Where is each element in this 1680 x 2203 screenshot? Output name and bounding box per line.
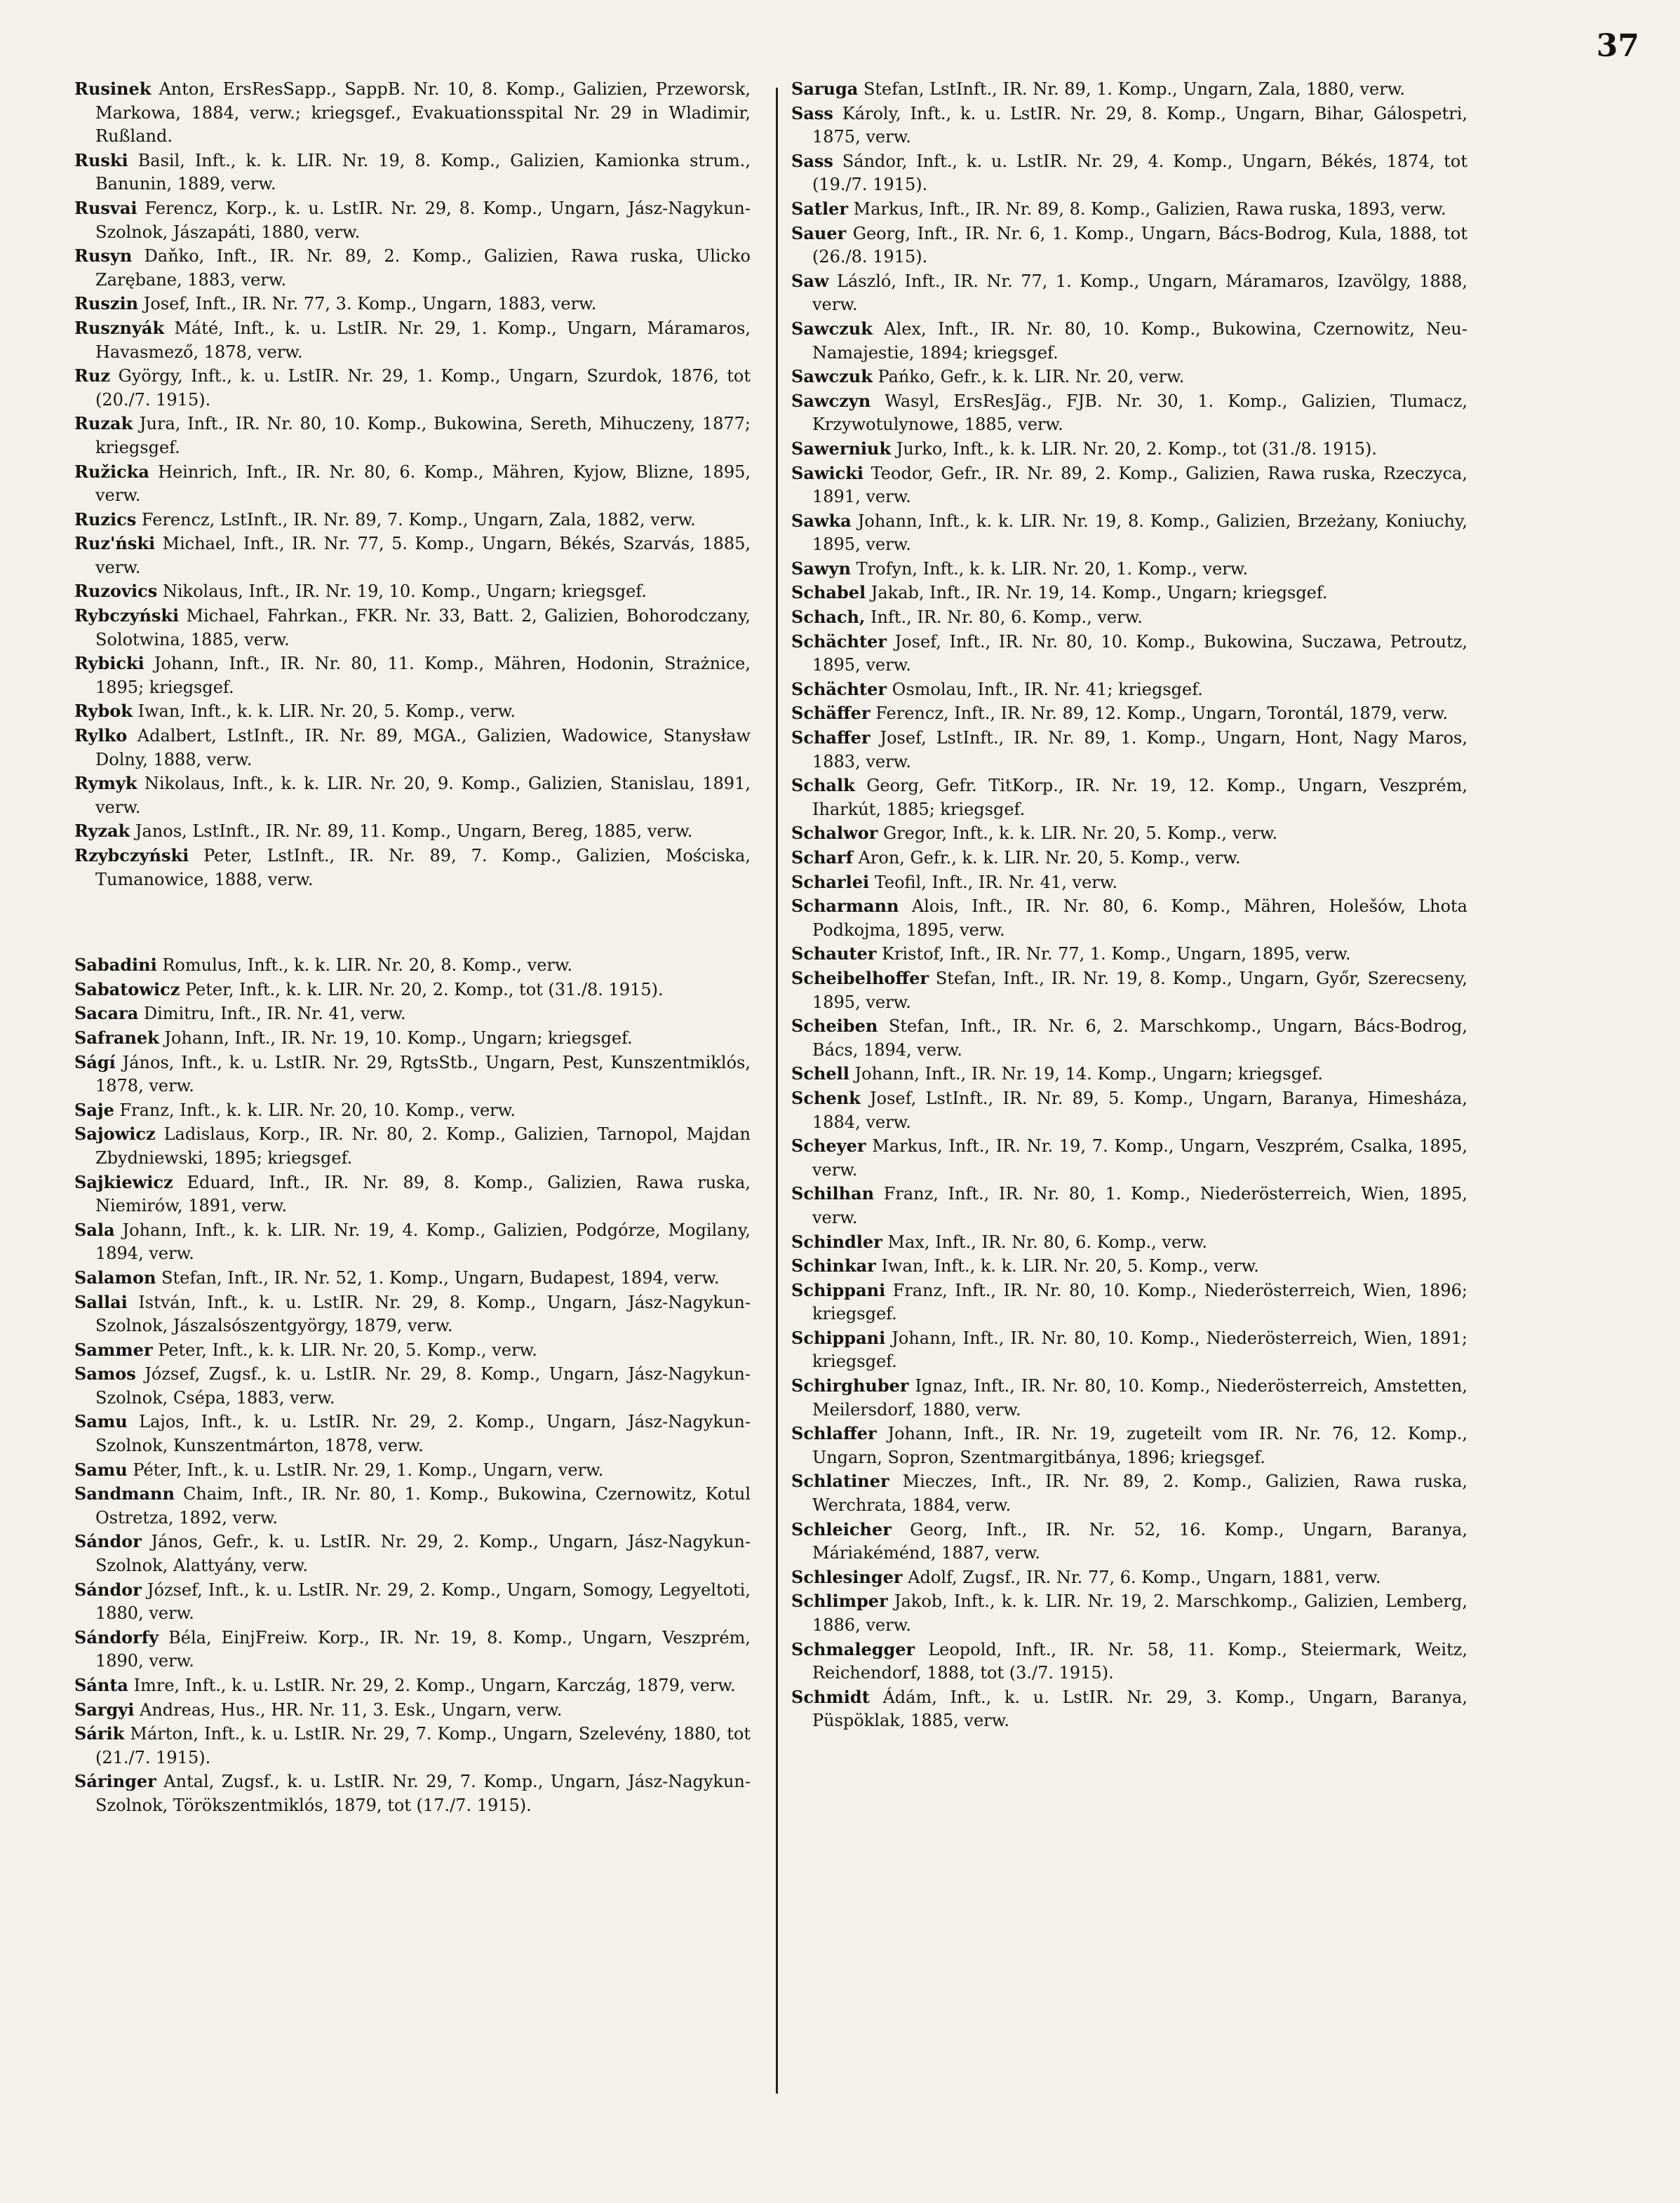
entry-details: Aron, Gefr., k. k. LIR. Nr. 20, 5. Komp., verw.	[858, 848, 1241, 868]
register-entry	[791, 1279, 1467, 1326]
register-entry	[74, 1770, 751, 1817]
entry-surname: Ruz	[74, 365, 111, 386]
entry-details: Ferencz, Inft., IR. Nr. 89, 12. Komp., Ungarn, Torontál, 1879, verw.	[875, 703, 1449, 724]
entry-details: Alex, Inft., IR. Nr. 80, 10. Komp., Bukowina, Czernowitz, Neu-Namajestie, 1894; kriegsgef.	[812, 318, 1467, 363]
register-entry	[791, 557, 1467, 581]
register-entry	[791, 1134, 1467, 1182]
register-entry	[74, 1002, 751, 1026]
entry-surname: Rybok	[74, 701, 133, 722]
register-entry	[74, 149, 751, 196]
entry-details: Johann, Inft., k. k. LIR. Nr. 19, 4. Komp., Galizien, Podgórze, Mogilany, 1894, verw.	[95, 1220, 751, 1264]
register-entry	[791, 1230, 1467, 1255]
register-entry	[791, 317, 1467, 365]
register-entry	[74, 1626, 751, 1673]
entry-surname: Rusznyák	[74, 317, 165, 338]
entry-surname: Schenk	[791, 1087, 861, 1108]
entry-surname: Ruz'ński	[74, 533, 156, 554]
entry-details: Kristof, Inft., IR. Nr. 77, 1. Komp., Ungarn, 1895, verw.	[882, 944, 1351, 964]
register-entry	[791, 462, 1467, 509]
entry-surname: Sáringer	[74, 1771, 156, 1792]
register-entry	[74, 1578, 751, 1626]
register-entry	[74, 1673, 751, 1698]
entry-surname: Schmidt	[791, 1686, 870, 1707]
entry-details: Adalbert, LstInft., IR. Nr. 89, MGA., Galizien, Wadowice, Stanysław Dolny, 1888, verw.	[95, 726, 751, 769]
register-entry	[791, 1374, 1467, 1422]
entry-surname: Sammer	[74, 1339, 153, 1360]
entry-surname: Scharf	[791, 847, 853, 868]
entry-details: Josef, Inft., IR. Nr. 80, 10. Komp., Bukowina, Suczawa, Petroutz, 1895, verw.	[812, 631, 1467, 675]
register-entry	[74, 1530, 751, 1577]
register-entry	[791, 942, 1467, 966]
entry-details: Nikolaus, Inft., IR. Nr. 19, 10. Komp., Ungarn; kriegsgef.	[162, 581, 647, 602]
entry-details: Lajos, Inft., k. u. LstIR. Nr. 29, 2. Komp., Ungarn, Jász-Nagykun-Szolnok, Kunszentmárton, 1878, verw.	[95, 1412, 751, 1456]
register-entry	[791, 605, 1467, 630]
register-entry	[74, 652, 751, 699]
register-entry	[74, 292, 751, 316]
register-entry	[74, 1338, 751, 1363]
entry-details: Sándor, Inft., k. u. LstIR. Nr. 29, 4. Komp., Ungarn, Békés, 1874, tot (19./7. 1915).	[812, 151, 1468, 195]
entry-surname: Rybczyński	[74, 605, 180, 626]
entry-details: Basil, Inft., k. k. LIR. Nr. 19, 8. Komp., Galizien, Kamionka strum., Banunin, 1889, verw.	[95, 150, 751, 194]
register-entry	[74, 1482, 751, 1530]
register-entry	[791, 1638, 1467, 1685]
entry-details: Ferencz, LstInft., IR. Nr. 89, 7. Komp., Ungarn, Zala, 1882, verw.	[141, 509, 696, 530]
entry-details: Nikolaus, Inft., k. k. LIR. Nr. 20, 9. Komp., Galizien, Stanislau, 1891, verw.	[95, 774, 751, 817]
register-entry	[74, 1218, 751, 1266]
entry-details: Béla, EinjFreiw. Korp., IR. Nr. 19, 8. Komp., Ungarn, Veszprém, 1890, verw.	[95, 1627, 751, 1671]
entry-surname: Schmalegger	[791, 1638, 915, 1659]
entry-surname: Schirghuber	[791, 1375, 909, 1396]
register-entry	[791, 365, 1467, 389]
register-entry	[74, 364, 751, 412]
entry-details: Iwan, Inft., k. k. LIR. Nr. 20, 5. Komp., verw.	[881, 1256, 1259, 1276]
entry-details: Máté, Inft., k. u. LstIR. Nr. 29, 1. Komp., Ungarn, Máramaros, Havasmező, 1878, verw.	[95, 318, 751, 362]
entry-surname: Sawczuk	[791, 366, 873, 387]
right-column	[791, 77, 1467, 1733]
entry-details: Ladislaus, Korp., IR. Nr. 80, 2. Komp., Galizien, Tarnopol, Majdan Zbydniewski, 1895; kriegsgef.	[95, 1124, 751, 1168]
entry-details: Peter, Inft., k. k. LIR. Nr. 20, 5. Komp., verw.	[158, 1340, 537, 1360]
entry-details: Ignaz, Inft., IR. Nr. 80, 10. Komp., Niederösterreich, Amstetten, Meilersdorf, 1880, verw.	[812, 1376, 1467, 1420]
entry-surname: Saruga	[791, 79, 859, 99]
entry-details: Heinrich, Inft., IR. Nr. 80, 6. Komp., Mähren, Kyjow, Blizne, 1895, verw.	[95, 462, 751, 506]
register-entry	[791, 581, 1467, 605]
entry-details: Stefan, LstInft., IR. Nr. 89, 1. Komp., Ungarn, Zala, 1880, verw.	[863, 79, 1406, 99]
entry-surname: Saw	[791, 270, 829, 291]
entry-surname: Sargyi	[74, 1699, 135, 1720]
entry-surname: Rzybczyński	[74, 845, 189, 865]
register-entry	[791, 1589, 1467, 1637]
entry-surname: Schabel	[791, 582, 866, 603]
entry-details: Johann, Inft., IR. Nr. 80, 10. Komp., Niederösterreich, Wien, 1891; kriegsgef.	[812, 1328, 1467, 1372]
entry-surname: Schaffer	[791, 727, 871, 748]
entry-details: Jura, Inft., IR. Nr. 80, 10. Komp., Bukowina, Sereth, Mihuczeny, 1877; kriegsgef.	[95, 414, 751, 457]
entry-details: Johann, Inft., IR. Nr. 19, zugeteilt vom IR. Nr. 76, 12. Komp., Ungarn, Sopron, Szentmargitbánya, 1896; kriegsgef.	[812, 1424, 1468, 1467]
entry-surname: Schalwor	[791, 823, 878, 844]
entry-surname: Sacara	[74, 1003, 139, 1024]
entry-surname: Schlimper	[791, 1591, 888, 1612]
entry-surname: Rusyn	[74, 245, 133, 267]
entry-list-s-names	[74, 953, 751, 1817]
register-entry	[791, 269, 1467, 317]
entry-details: József, Zugsf., k. u. LstIR. Nr. 29, 8. Komp., Ungarn, Jász-Nagykun-Szolnok, Csépa, 1883, verw.	[95, 1364, 751, 1408]
register-entry	[74, 1458, 751, 1483]
entry-surname: Schindler	[791, 1231, 882, 1252]
entry-surname: Sauer	[791, 222, 847, 243]
register-entry	[791, 966, 1467, 1014]
entry-surname: Sass	[791, 102, 833, 123]
register-entry	[791, 774, 1467, 821]
entry-surname: Schippani	[791, 1279, 886, 1300]
entry-details: Dimitru, Inft., IR. Nr. 41, verw.	[143, 1004, 406, 1024]
entry-surname: Sawicki	[791, 462, 864, 483]
register-entry	[74, 579, 751, 604]
register-entry	[74, 1051, 751, 1098]
register-entry	[74, 508, 751, 532]
entry-surname: Schleicher	[791, 1518, 892, 1540]
entry-surname: Samu	[74, 1459, 128, 1480]
register-entry	[74, 844, 751, 891]
register-entry	[791, 509, 1467, 557]
entry-surname: Sandmann	[74, 1483, 175, 1504]
register-entry	[74, 604, 751, 652]
entry-surname: Satler	[791, 198, 848, 219]
entry-details: Adolf, Zugsf., IR. Nr. 77, 6. Komp., Ungarn, 1881, verw.	[908, 1567, 1381, 1587]
entry-details: Johann, Inft., k. k. LIR. Nr. 19, 8. Komp., Galizien, Brzeżany, Koniuchy, 1895, verw.	[812, 511, 1468, 555]
entry-surname: Samu	[74, 1411, 128, 1432]
entry-details: Chaim, Inft., IR. Nr. 80, 1. Komp., Bukowina, Czernowitz, Kotul Ostretza, 1892, verw.	[95, 1484, 751, 1528]
register-entry	[74, 953, 751, 978]
entry-details: Josef, LstInft., IR. Nr. 89, 1. Komp., Ungarn, Hont, Nagy Maros, 1883, verw.	[812, 728, 1467, 772]
entry-surname: Scharmann	[791, 896, 899, 917]
register-entry	[791, 1014, 1467, 1062]
entry-details: Márton, Inft., k. u. LstIR. Nr. 29, 7. Komp., Ungarn, Szelevény, 1880, tot (21./7. 1915).	[95, 1724, 751, 1767]
entry-surname: Ruzovics	[74, 581, 158, 602]
entry-details: Andreas, Hus., HR. Nr. 11, 3. Esk., Ungarn, verw.	[140, 1699, 563, 1720]
entry-details: Janos, LstInft., IR. Nr. 89, 11. Komp., Ungarn, Bereg, 1885, verw.	[135, 821, 693, 842]
entry-details: János, Gefr., k. u. LstIR. Nr. 29, 2. Komp., Ungarn, Jász-Nagykun-Szolnok, Alattyány, verw.	[95, 1532, 751, 1576]
entry-details: Osmolau, Inft., IR. Nr. 41; kriegsgef.	[892, 679, 1203, 699]
entry-surname: Sala	[74, 1219, 115, 1240]
entry-surname: Safranek	[74, 1027, 159, 1048]
entry-surname: Sárik	[74, 1723, 125, 1744]
entry-details: Franz, Inft., k. k. LIR. Nr. 20, 10. Komp., verw.	[119, 1100, 516, 1120]
entry-details: István, Inft., k. u. LstIR. Nr. 29, 8. Komp., Ungarn, Jász-Nagykun-Szolnok, Jászalsószentgyörgy, 1879, verw.	[95, 1292, 751, 1336]
entry-surname: Schächter	[791, 678, 887, 699]
entry-surname: Schilhan	[791, 1183, 875, 1204]
entry-details: József, Inft., k. u. LstIR. Nr. 29, 2. Komp., Ungarn, Somogy, Legyeltoti, 1880, verw.	[95, 1579, 751, 1624]
entry-details: Eduard, Inft., IR. Nr. 89, 8. Komp., Galizien, Rawa ruska, Niemirów, 1891, verw.	[95, 1172, 751, 1216]
entry-details: Romulus, Inft., k. k. LIR. Nr. 20, 8. Komp., verw.	[162, 955, 573, 976]
entry-details: Franz, Inft., IR. Nr. 80, 10. Komp., Niederösterreich, Wien, 1896; kriegsgef.	[812, 1280, 1467, 1324]
entry-surname: Schächter	[791, 631, 887, 652]
entry-surname: Ruszin	[74, 293, 139, 314]
register-entry	[74, 819, 751, 844]
register-entry	[74, 1026, 751, 1051]
entry-surname: Ryzak	[74, 821, 130, 842]
register-entry	[791, 197, 1467, 222]
register-entry	[74, 1698, 751, 1723]
entry-details: Stefan, Inft., IR. Nr. 6, 2. Marschkomp., Ungarn, Bács-Bodrog, Bács, 1894, verw.	[812, 1016, 1467, 1060]
entry-details: György, Inft., k. u. LstIR. Nr. 29, 1. Komp., Ungarn, Szurdok, 1876, tot (20./7. 1915).	[95, 366, 751, 410]
entry-surname: Schach,	[791, 607, 866, 628]
register-entry	[791, 870, 1467, 895]
register-entry	[791, 630, 1467, 678]
entry-details: Mieczes, Inft., IR. Nr. 89, 2. Komp., Galizien, Rawa ruska, Werchrata, 1884, verw.	[812, 1471, 1468, 1516]
entry-details: Ferencz, Korp., k. u. LstIR. Nr. 29, 8. Komp., Ungarn, Jász-Nagykun-Szolnok, Jászapáti, 1880, verw.	[95, 198, 751, 242]
register-entry	[74, 316, 751, 364]
register-entry	[791, 1518, 1467, 1565]
entry-details: Peter, Inft., k. k. LIR. Nr. 20, 2. Komp., tot (31./8. 1915).	[184, 979, 664, 999]
register-entry	[74, 772, 751, 819]
entry-surname: Sawczuk	[791, 318, 873, 339]
entry-details: Michael, Inft., IR. Nr. 77, 5. Komp., Ungarn, Békés, Szarvás, 1885, verw.	[95, 534, 751, 577]
register-entry	[791, 1086, 1467, 1134]
register-entry	[791, 77, 1467, 102]
register-entry	[74, 244, 751, 292]
entry-surname: Rybicki	[74, 653, 145, 674]
register-entry	[74, 699, 751, 724]
entry-surname: Sándor	[74, 1531, 142, 1552]
entry-details: Stefan, Inft., IR. Nr. 19, 8. Komp., Ungarn, Győr, Szerecseny, 1895, verw.	[812, 968, 1467, 1012]
register-entry	[74, 978, 751, 1002]
register-entry	[791, 701, 1467, 726]
entry-details: Leopold, Inft., IR. Nr. 58, 11. Komp., Steiermark, Weitz, Reichendorf, 1888, tot (3./7. 1915).	[812, 1639, 1467, 1683]
entry-surname: Ruski	[74, 149, 128, 170]
entry-surname: Sajowicz	[74, 1124, 156, 1145]
register-entry	[74, 1266, 751, 1291]
entry-surname: Schlaffer	[791, 1423, 877, 1444]
entry-details: Peter, LstInft., IR. Nr. 89, 7. Komp., Galizien, Mościska, Tumanowice, 1888, verw.	[95, 846, 751, 889]
register-entry	[791, 1422, 1467, 1469]
register-entry	[74, 196, 751, 244]
entry-surname: Schinkar	[791, 1255, 876, 1276]
register-entry	[74, 460, 751, 508]
section-gap	[74, 891, 751, 953]
register-entry	[791, 102, 1467, 149]
entry-details: Georg, Inft., IR. Nr. 6, 1. Komp., Ungarn, Bács-Bodrog, Kula, 1888, tot (26./8. 1915).	[812, 223, 1467, 267]
register-entry	[791, 678, 1467, 702]
entry-details: Gregor, Inft., k. k. LIR. Nr. 20, 5. Komp., verw.	[883, 823, 1278, 844]
register-entry	[791, 437, 1467, 462]
register-entry	[791, 1565, 1467, 1590]
entry-details: Teofil, Inft., IR. Nr. 41, verw.	[874, 872, 1118, 892]
entry-details: Inft., IR. Nr. 80, 6. Komp., verw.	[871, 607, 1143, 628]
register-entry	[74, 412, 751, 459]
column-divider	[776, 88, 778, 2094]
entry-details: Wasyl, ErsResJäg., FJB. Nr. 30, 1. Komp., Galizien, Tlumacz, Krzywotulynowe, 1885, verw.	[812, 391, 1467, 435]
entry-details: Daňko, Inft., IR. Nr. 89, 2. Komp., Galizien, Rawa ruska, Ulicko Zarębane, 1883, verw.	[95, 246, 751, 290]
entry-details: Johann, Inft., IR. Nr. 19, 14. Komp., Ungarn; kriegsgef.	[854, 1064, 1323, 1084]
entry-surname: Ružicka	[74, 461, 149, 482]
register-entry	[791, 1062, 1467, 1086]
entry-surname: Schauter	[791, 943, 877, 964]
register-entry	[791, 222, 1467, 269]
entry-surname: Ruzics	[74, 508, 137, 530]
entry-surname: Sawyn	[791, 558, 851, 579]
register-entry	[74, 1098, 751, 1123]
entry-surname: Sánta	[74, 1675, 128, 1695]
entry-details: Markus, Inft., IR. Nr. 19, 7. Komp., Ungarn, Veszprém, Csalka, 1895, verw.	[812, 1136, 1467, 1180]
entry-details: Georg, Gefr. TitKorp., IR. Nr. 19, 12. Komp., Ungarn, Veszprém, Iharkút, 1885; kriegsgef.	[812, 776, 1467, 819]
entry-surname: Ságí	[74, 1051, 116, 1072]
entry-details: László, Inft., IR. Nr. 77, 1. Komp., Ungarn, Máramaros, Izavölgy, 1888, verw.	[812, 271, 1467, 315]
entry-details: Iwan, Inft., k. k. LIR. Nr. 20, 5. Komp., verw.	[137, 701, 516, 722]
register-entry	[74, 724, 751, 772]
entry-surname: Rusvai	[74, 197, 137, 218]
entry-surname: Sallai	[74, 1291, 128, 1312]
entry-details: Antal, Zugsf., k. u. LstIR. Nr. 29, 7. Komp., Ungarn, Jász-Nagykun-Szolnok, Törökszentmiklós, 1879, tot (17./7. 1915).	[95, 1772, 751, 1815]
entry-surname: Salamon	[74, 1267, 156, 1288]
entry-surname: Scharlei	[791, 871, 870, 892]
entry-details: Jurko, Inft., k. k. LIR. Nr. 20, 2. Komp., tot (31./8. 1915).	[896, 438, 1377, 459]
register-entry	[74, 532, 751, 579]
entry-surname: Schäffer	[791, 703, 871, 724]
register-entry	[74, 1410, 751, 1457]
entry-details: Markus, Inft., IR. Nr. 89, 8. Komp., Galizien, Rawa ruska, 1893, verw.	[853, 198, 1446, 219]
entry-details: Péter, Inft., k. u. LstIR. Nr. 29, 1. Komp., Ungarn, verw.	[133, 1460, 604, 1480]
entry-details: Georg, Inft., IR. Nr. 52, 16. Komp., Ungarn, Baranya, Máriakéménd, 1887, verw.	[812, 1519, 1467, 1563]
register-entry	[791, 846, 1467, 870]
entry-details: Jakab, Inft., IR. Nr. 19, 14. Komp., Ungarn; kriegsgef.	[871, 583, 1328, 603]
register-entry	[791, 1326, 1467, 1374]
entry-surname: Scheiben	[791, 1016, 878, 1037]
entry-surname: Saje	[74, 1099, 114, 1120]
entry-surname: Ruzak	[74, 413, 133, 434]
register-entry	[791, 149, 1467, 197]
register-entry	[74, 1291, 751, 1338]
entry-surname: Rusinek	[74, 79, 152, 99]
entry-surname: Schlesinger	[791, 1566, 903, 1587]
entry-details: Stefan, Inft., IR. Nr. 52, 1. Komp., Ungarn, Budapest, 1894, verw.	[161, 1267, 720, 1288]
entry-details: János, Inft., k. u. LstIR. Nr. 29, RgtsStb., Ungarn, Pest, Kunszentmiklós, 1878, verw.	[95, 1052, 751, 1096]
entry-surname: Sándor	[74, 1579, 142, 1600]
register-entry	[74, 1362, 751, 1410]
entry-surname: Sándorfy	[74, 1626, 159, 1648]
entry-list-right	[791, 77, 1467, 1733]
entry-surname: Schlatiner	[791, 1471, 889, 1492]
entry-surname: Rymyk	[74, 773, 137, 794]
entry-surname: Sajkiewicz	[74, 1171, 173, 1192]
page-number: 37	[1596, 28, 1639, 64]
register-entry	[74, 1122, 751, 1170]
entry-details: Johann, Inft., IR. Nr. 80, 11. Komp., Mähren, Hodonin, Strażnice, 1895; kriegsgef.	[95, 654, 751, 697]
register-entry	[791, 1182, 1467, 1229]
entry-surname: Schippani	[791, 1327, 886, 1348]
entry-details: Pańko, Gefr., k. k. LIR. Nr. 20, verw.	[878, 367, 1185, 387]
entry-details: Ádám, Inft., k. u. LstIR. Nr. 29, 3. Komp., Ungarn, Baranya, Püspöklak, 1885, verw.	[812, 1687, 1467, 1731]
entry-surname: Sass	[791, 150, 833, 171]
entry-surname: Scheyer	[791, 1136, 866, 1157]
entry-details: Teodor, Gefr., IR. Nr. 89, 2. Komp., Galizien, Rawa ruska, Rzeczyca, 1891, verw.	[812, 463, 1467, 507]
register-entry	[791, 1469, 1467, 1517]
entry-details: Josef, LstInft., IR. Nr. 89, 5. Komp., Ungarn, Baranya, Himesháza, 1884, verw.	[812, 1088, 1467, 1132]
entry-details: Jakob, Inft., k. k. LIR. Nr. 19, 2. Marschkomp., Galizien, Lemberg, 1886, verw.	[812, 1591, 1467, 1635]
entry-details: Trofyn, Inft., k. k. LIR. Nr. 20, 1. Komp., verw.	[856, 558, 1249, 579]
entry-details: Alois, Inft., IR. Nr. 80, 6. Komp., Mähren, Holešów, Lhota Podkojma, 1895, verw.	[812, 896, 1467, 940]
register-entry	[74, 1722, 751, 1770]
entry-details: Anton, ErsResSapp., SappB. Nr. 10, 8. Komp., Galizien, Przeworsk, Markowa, 1884, verw.; kriegsgef., Evakuationsspital Nr. 29 in Wladimir, Rußland.	[95, 79, 751, 147]
entry-details: Josef, Inft., IR. Nr. 77, 3. Komp., Ungarn, 1883, verw.	[143, 294, 597, 314]
entry-details: Franz, Inft., IR. Nr. 80, 1. Komp., Niederösterreich, Wien, 1895, verw.	[812, 1184, 1467, 1227]
entry-details: Max, Inft., IR. Nr. 80, 6. Komp., verw.	[887, 1232, 1207, 1252]
left-column	[74, 77, 751, 1818]
entry-surname: Sawczyn	[791, 390, 871, 411]
entry-list-r-names	[74, 77, 751, 891]
entry-surname: Rylko	[74, 725, 128, 746]
entry-surname: Sabadini	[74, 955, 157, 976]
entry-surname: Sawka	[791, 510, 852, 531]
register-entry	[791, 894, 1467, 942]
entry-surname: Sawerniuk	[791, 438, 892, 459]
register-entry	[74, 77, 751, 149]
register-entry	[791, 1685, 1467, 1733]
entry-surname: Schell	[791, 1063, 849, 1084]
entry-details: Johann, Inft., IR. Nr. 19, 10. Komp., Ungarn; kriegsgef.	[164, 1028, 633, 1048]
entry-surname: Scheibelhoffer	[791, 967, 929, 988]
entry-details: Imre, Inft., k. u. LstIR. Nr. 29, 2. Komp., Ungarn, Karczág, 1879, verw.	[133, 1676, 736, 1695]
entry-details: Károly, Inft., k. u. LstIR. Nr. 29, 8. Komp., Ungarn, Bihar, Gálospetri, 1875, verw.	[812, 103, 1467, 147]
entry-surname: Samos	[74, 1363, 136, 1385]
entry-surname: Schalk	[791, 775, 855, 796]
register-entry	[74, 1171, 751, 1218]
register-entry	[791, 389, 1467, 437]
register-entry	[791, 821, 1467, 846]
entry-surname: Sabatowicz	[74, 978, 180, 999]
register-entry	[791, 726, 1467, 774]
entry-details: Michael, Fahrkan., FKR. Nr. 33, Batt. 2, Galizien, Bohorodczany, Solotwina, 1885, verw.	[95, 606, 751, 649]
register-entry	[791, 1254, 1467, 1279]
